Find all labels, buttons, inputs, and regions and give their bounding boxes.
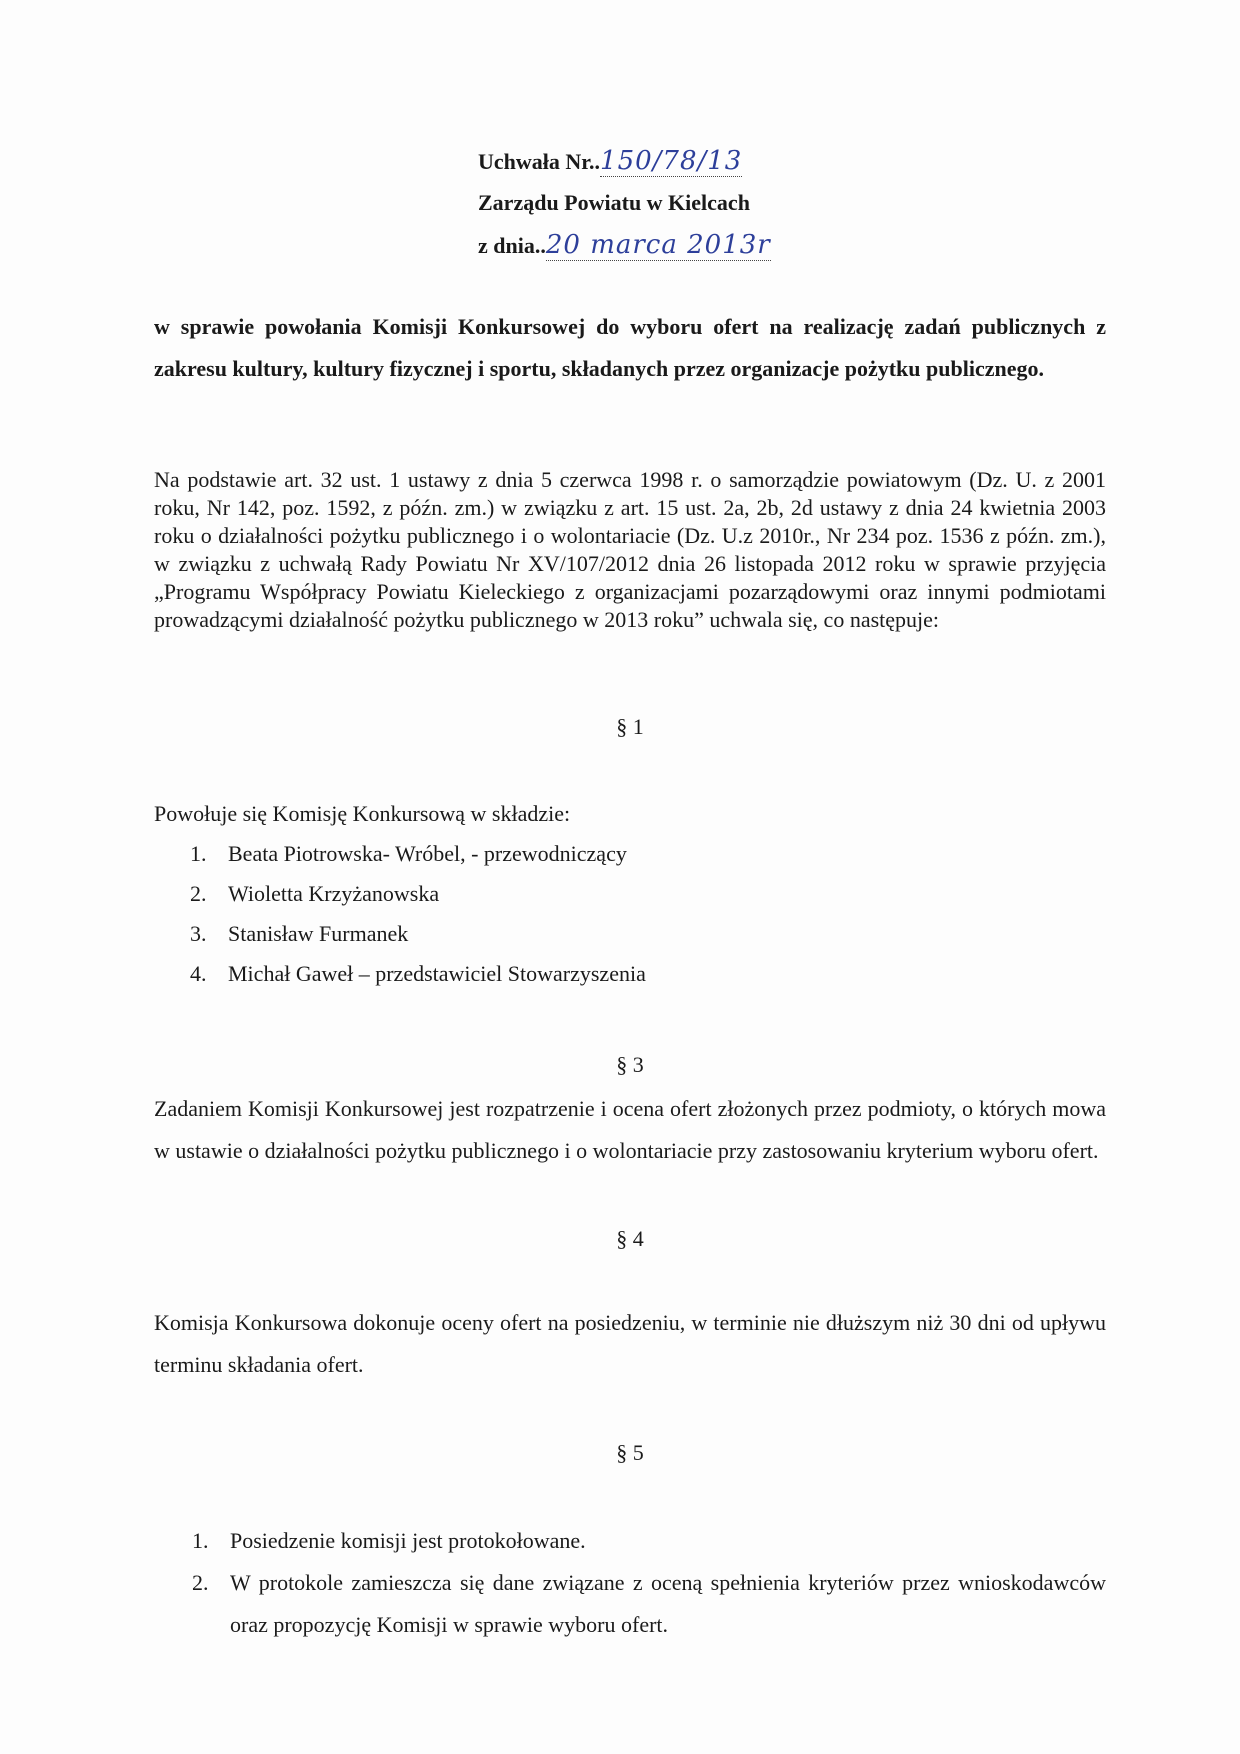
resolution-label: Uchwała Nr.. [478, 149, 601, 174]
section-3-mark: § 3 [616, 1052, 644, 1077]
section-4-mark: § 4 [616, 1226, 644, 1251]
list-number: 4. [190, 961, 207, 986]
list-item [190, 960, 646, 1000]
list-item [192, 1562, 1106, 1646]
member-name: Stanisław Furmanek [228, 921, 409, 946]
member-name: Beata Piotrowska- Wróbel, - przewodniczący [228, 841, 627, 866]
handwritten-resolution-number: 150/78/13 [600, 146, 743, 176]
list-item-text: Posiedzenie komisji jest protokołowane. [230, 1528, 586, 1553]
list-item [192, 1520, 1106, 1562]
list-number: 1. [190, 841, 207, 866]
section-3-text: Zadaniem Komisji Konkursowej jest rozpatrzenie i ocena ofert złożonych przez podmioty, o których mowa w ustawie o działalności pożytku publicznego i o wolontariacie przy zastosowaniu kryterium wyboru ofert. [154, 1096, 1106, 1163]
committee-members-list [190, 840, 646, 1000]
handwritten-date: 20 marca 2013r [545, 230, 771, 260]
resolution-subject: w sprawie powołania Komisji Konkursowej do wyboru ofert na realizację zadań publicznych z zakresu kultury, kultury fizycznej i sportu, składanych przez organizacje pożytku publicznego. [154, 314, 1106, 381]
list-item [190, 880, 646, 920]
list-number: 2. [192, 1570, 209, 1595]
list-item [190, 840, 646, 880]
resolution-date-line [478, 224, 771, 266]
resolution-header [478, 140, 771, 266]
resolution-title-line [478, 140, 771, 182]
member-name: Michał Gaweł – przedstawiciel Stowarzyszenia [228, 961, 646, 986]
list-number: 1. [192, 1528, 209, 1553]
list-number: 3. [190, 921, 207, 946]
list-item [190, 920, 646, 960]
section-5-mark: § 5 [616, 1440, 644, 1465]
member-name: Wioletta Krzyżanowska [228, 881, 440, 906]
committee-intro: Powołuje się Komisję Konkursową w składzie: [154, 801, 571, 826]
date-label: z dnia.. [478, 233, 546, 258]
section-4-text: Komisja Konkursowa dokonuje oceny ofert na posiedzeniu, w terminie nie dłuższym niż 30 dni od upływu terminu składania ofert. [154, 1310, 1106, 1377]
legal-basis-paragraph: Na podstawie art. 32 ust. 1 ustawy z dnia 5 czerwca 1998 r. o samorządzie powiatowym (Dz. U. z 2001 roku, Nr 142, poz. 1592, z późn. zm.) w związku z art. 15 ust. 2a, 2b, 2d ustawy z dnia 24 kwietnia 2003 roku o działalności pożytku publicznego i o wolontariacie (Dz. U.z 2010r., Nr 234 poz. 1536 z późn. zm.), w związku z uchwałą Rady Powiatu Nr XV/107/2012 dnia 26 listopada 2012 roku w sprawie przyjęcia „Programu Współpracy Powiatu Kieleckiego z organizacjami pozarządowymi oraz innymi podmiotami prowadzącymi działalność pożytku publicznego w 2013 roku” uchwala się, co następuje: [154, 467, 1106, 632]
section-1-mark: § 1 [616, 714, 644, 739]
list-number: 2. [190, 881, 207, 906]
list-item-text: W protokole zamieszcza się dane związane z oceną spełnienia kryteriów przez wnioskodawców oraz propozycję Komisji w sprawie wyboru ofert. [230, 1570, 1106, 1637]
board-name: Zarządu Powiatu w Kielcach [478, 190, 750, 215]
section-5-list [192, 1520, 1106, 1646]
